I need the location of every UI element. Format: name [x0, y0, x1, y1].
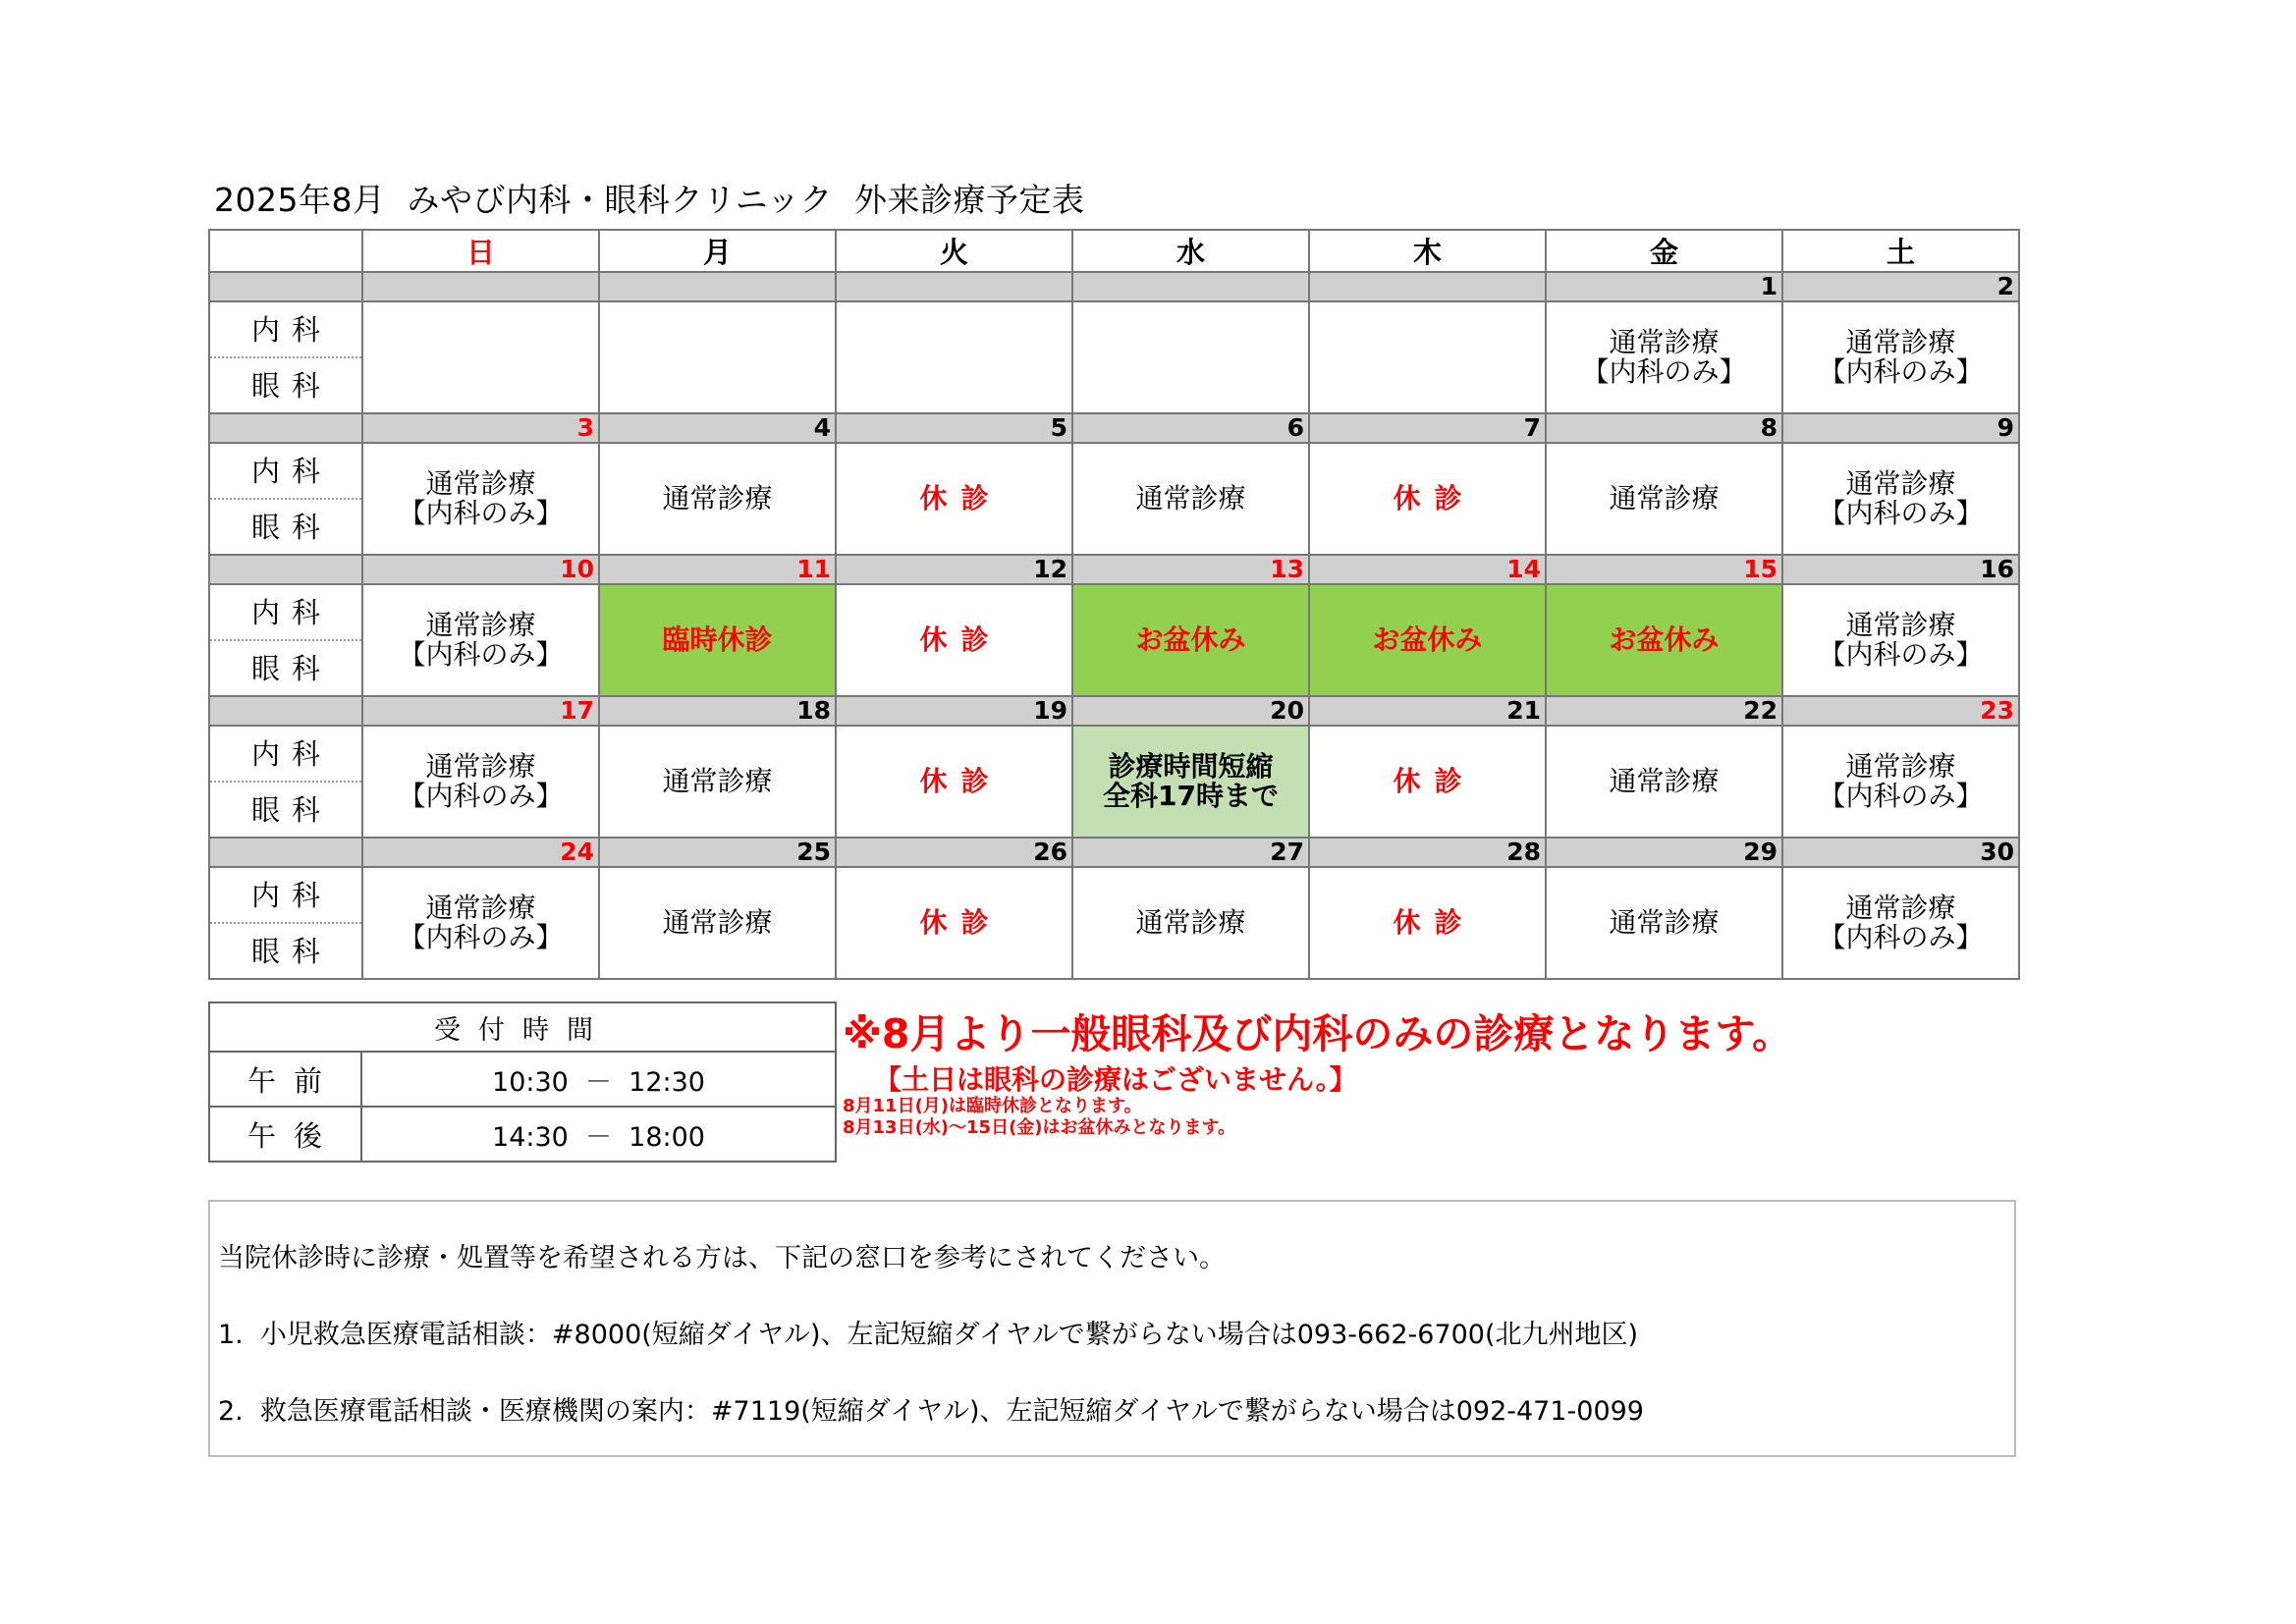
- schedule-cell: [836, 584, 1072, 696]
- ophthalmology-label: 眼科: [250, 510, 332, 544]
- date-number: 3: [362, 413, 599, 443]
- date-row-spacer: [209, 838, 362, 867]
- schedule-text: 休診: [919, 623, 1003, 656]
- schedule-cell: [1309, 443, 1546, 555]
- reception-hours-table: [208, 1001, 837, 1163]
- schedule-cell: [1782, 443, 2019, 555]
- schedule-text: 通常診療: [1609, 765, 1720, 797]
- date-number: 2: [1782, 272, 2019, 301]
- schedule-text: 通常診療: [1609, 906, 1720, 939]
- obon-notice: 8月13日(水)～15日(金)はお盆休みとなります。: [843, 1117, 1236, 1138]
- date-number: 18: [599, 696, 836, 726]
- date-number: 13: [1072, 555, 1309, 584]
- schedule-text: お盆休み: [1609, 623, 1720, 656]
- afternoon-label: 午後: [209, 1107, 361, 1162]
- schedule-cell: [362, 867, 599, 979]
- schedule-text: 通常診療: [1845, 326, 1956, 358]
- date-number: 10: [362, 555, 599, 584]
- weekday-header: 火: [836, 230, 1072, 272]
- date-number: 23: [1782, 696, 2019, 726]
- schedule-text: 休診: [919, 482, 1003, 514]
- schedule-text: 臨時休診: [662, 623, 773, 656]
- schedule-cell: [1546, 301, 1782, 413]
- schedule-cell: [836, 726, 1072, 838]
- internal-medicine-label: 内科: [210, 868, 361, 924]
- schedule-cell: [1546, 867, 1782, 979]
- schedule-text: 【内科のみ】: [398, 497, 564, 529]
- internal-medicine-label: 内科: [210, 302, 361, 358]
- ophthalmology-label: 眼科: [250, 368, 332, 403]
- schedule-cell: [1072, 443, 1309, 555]
- date-number: [599, 272, 836, 301]
- date-number: [362, 272, 599, 301]
- date-number: 24: [362, 838, 599, 867]
- reception-hours-header: 受付時間: [209, 1002, 836, 1052]
- schedule-text: 通常診療: [1845, 892, 1956, 924]
- temporary-closure-notice: 8月11日(月)は臨時休診となります。: [843, 1096, 1142, 1116]
- schedule-text: 休診: [1393, 765, 1476, 797]
- schedule-cell: [362, 443, 599, 555]
- schedule-cell: [362, 726, 599, 838]
- date-number: 28: [1309, 838, 1546, 867]
- schedule-text: 通常診療: [425, 750, 536, 783]
- date-row-spacer: [209, 413, 362, 443]
- schedule-text: 休診: [919, 906, 1003, 939]
- ophthalmology-label: 眼科: [250, 792, 332, 827]
- schedule-text: 【内科のみ】: [1581, 355, 1747, 388]
- date-row-spacer: [209, 272, 362, 301]
- department-labels: [209, 584, 362, 696]
- schedule-cell: [836, 443, 1072, 555]
- afternoon-time: 14:30 － 18:00: [361, 1107, 836, 1162]
- date-number: 29: [1546, 838, 1782, 867]
- info-item-pediatric: 1. 小児救急医療電話相談：#8000(短縮ダイヤル)、左記短縮ダイヤルで繋がらない場合は093-662-6700(北九州地区): [218, 1320, 1639, 1350]
- schedule-cell: [362, 584, 599, 696]
- date-number: 1: [1546, 272, 1782, 301]
- date-row-spacer: [209, 555, 362, 584]
- date-number: [1309, 272, 1546, 301]
- schedule-cell: [1072, 726, 1309, 838]
- weekday-header: 月: [599, 230, 836, 272]
- schedule-text: 【内科のみ】: [398, 780, 564, 812]
- weekday-header: 木: [1309, 230, 1546, 272]
- schedule-text: 診療時間短縮: [1108, 750, 1274, 783]
- corner-cell: [209, 230, 362, 272]
- schedule-cell: [1546, 726, 1782, 838]
- schedule-cell: [1782, 726, 2019, 838]
- date-number: 9: [1782, 413, 2019, 443]
- schedule-cell: [1072, 867, 1309, 979]
- schedule-cell: [1309, 584, 1546, 696]
- date-number: 12: [836, 555, 1072, 584]
- calendar-table: [208, 229, 2020, 980]
- internal-medicine-label: 内科: [210, 444, 361, 500]
- emergency-info-box: [208, 1200, 2016, 1457]
- schedule-text: 通常診療: [1845, 609, 1956, 641]
- weekday-header: 土: [1782, 230, 2019, 272]
- schedule-cell: [1546, 443, 1782, 555]
- schedule-cell: [599, 584, 836, 696]
- schedule-cell: [1309, 726, 1546, 838]
- schedule-text: 休診: [1393, 482, 1476, 514]
- weekday-header: 水: [1072, 230, 1309, 272]
- schedule-cell: [362, 301, 599, 413]
- weekend-notice: 【土日は眼科の診療はございません。】: [874, 1063, 1357, 1096]
- department-labels: [209, 867, 362, 979]
- schedule-text: 休診: [919, 765, 1003, 797]
- schedule-cell: [1309, 301, 1546, 413]
- date-number: 15: [1546, 555, 1782, 584]
- date-number: 19: [836, 696, 1072, 726]
- schedule-text: 通常診療: [1845, 467, 1956, 500]
- schedule-cell: [599, 443, 836, 555]
- date-number: 21: [1309, 696, 1546, 726]
- schedule-text: 通常診療: [425, 892, 536, 924]
- date-number: 26: [836, 838, 1072, 867]
- schedule-text: お盆休み: [1372, 623, 1483, 656]
- date-number: 16: [1782, 555, 2019, 584]
- schedule-text: 通常診療: [662, 765, 773, 797]
- schedule-cell: [1782, 867, 2019, 979]
- schedule-text: 通常診療: [425, 609, 536, 641]
- date-number: 11: [599, 555, 836, 584]
- morning-time: 10:30 － 12:30: [361, 1052, 836, 1107]
- schedule-cell: [1072, 584, 1309, 696]
- schedule-text: 通常診療: [1609, 326, 1720, 358]
- date-number: 7: [1309, 413, 1546, 443]
- schedule-cell: [1072, 301, 1309, 413]
- schedule-cell: [1546, 584, 1782, 696]
- internal-medicine-label: 内科: [210, 727, 361, 783]
- schedule-text: お盆休み: [1135, 623, 1246, 656]
- date-number: [836, 272, 1072, 301]
- page-title: 2025年8月 みやび内科・眼科クリニック 外来診療予定表: [214, 181, 1085, 219]
- date-number: 17: [362, 696, 599, 726]
- date-number: 6: [1072, 413, 1309, 443]
- schedule-text: 【内科のみ】: [1818, 780, 1984, 812]
- date-row-spacer: [209, 696, 362, 726]
- schedule-cell: [836, 867, 1072, 979]
- schedule-cell: [1309, 867, 1546, 979]
- schedule-cell: [836, 301, 1072, 413]
- schedule-text: 【内科のみ】: [1818, 921, 1984, 953]
- schedule-cell: [599, 867, 836, 979]
- department-labels: [209, 301, 362, 413]
- weekday-header: 金: [1546, 230, 1782, 272]
- schedule-text: 通常診療: [662, 906, 773, 939]
- ophthalmology-label: 眼科: [250, 934, 332, 968]
- info-intro: 当院休診時に診療・処置等を希望される方は、下記の窓口を参考にされてください。: [218, 1243, 1226, 1273]
- schedule-cell: [599, 301, 836, 413]
- schedule-text: 【内科のみ】: [1818, 497, 1984, 529]
- schedule-cell: [1782, 301, 2019, 413]
- weekday-header: 日: [362, 230, 599, 272]
- schedule-text: 【内科のみ】: [398, 638, 564, 671]
- date-number: 5: [836, 413, 1072, 443]
- schedule-text: 【内科のみ】: [1818, 638, 1984, 671]
- date-number: 27: [1072, 838, 1309, 867]
- date-number: [1072, 272, 1309, 301]
- morning-label: 午前: [209, 1052, 361, 1107]
- schedule-text: 通常診療: [1135, 482, 1246, 514]
- info-item-emergency: 2. 救急医療電話相談・医療機関の案内：#7119(短縮ダイヤル)、左記短縮ダイヤルで繋がらない場合は092-471-0099: [218, 1396, 1644, 1427]
- ophthalmology-label: 眼科: [250, 651, 332, 685]
- date-number: 8: [1546, 413, 1782, 443]
- schedule-cell: [599, 726, 836, 838]
- internal-medicine-label: 内科: [210, 585, 361, 641]
- schedule-text: 通常診療: [425, 467, 536, 500]
- schedule-text: 通常診療: [1845, 750, 1956, 783]
- schedule-text: 【内科のみ】: [1818, 355, 1984, 388]
- date-number: 4: [599, 413, 836, 443]
- date-number: 25: [599, 838, 836, 867]
- date-number: 20: [1072, 696, 1309, 726]
- schedule-cell: [1782, 584, 2019, 696]
- date-number: 14: [1309, 555, 1546, 584]
- date-number: 22: [1546, 696, 1782, 726]
- schedule-text: 通常診療: [1609, 482, 1720, 514]
- main-notice: ※8月より一般眼科及び内科のみの診療となります。: [843, 1010, 1793, 1057]
- schedule-text: 全科17時まで: [1103, 780, 1279, 812]
- date-number: 30: [1782, 838, 2019, 867]
- schedule-text: 休診: [1393, 906, 1476, 939]
- schedule-text: 通常診療: [1135, 906, 1246, 939]
- department-labels: [209, 443, 362, 555]
- schedule-text: 通常診療: [662, 482, 773, 514]
- department-labels: [209, 726, 362, 838]
- schedule-text: 【内科のみ】: [398, 921, 564, 953]
